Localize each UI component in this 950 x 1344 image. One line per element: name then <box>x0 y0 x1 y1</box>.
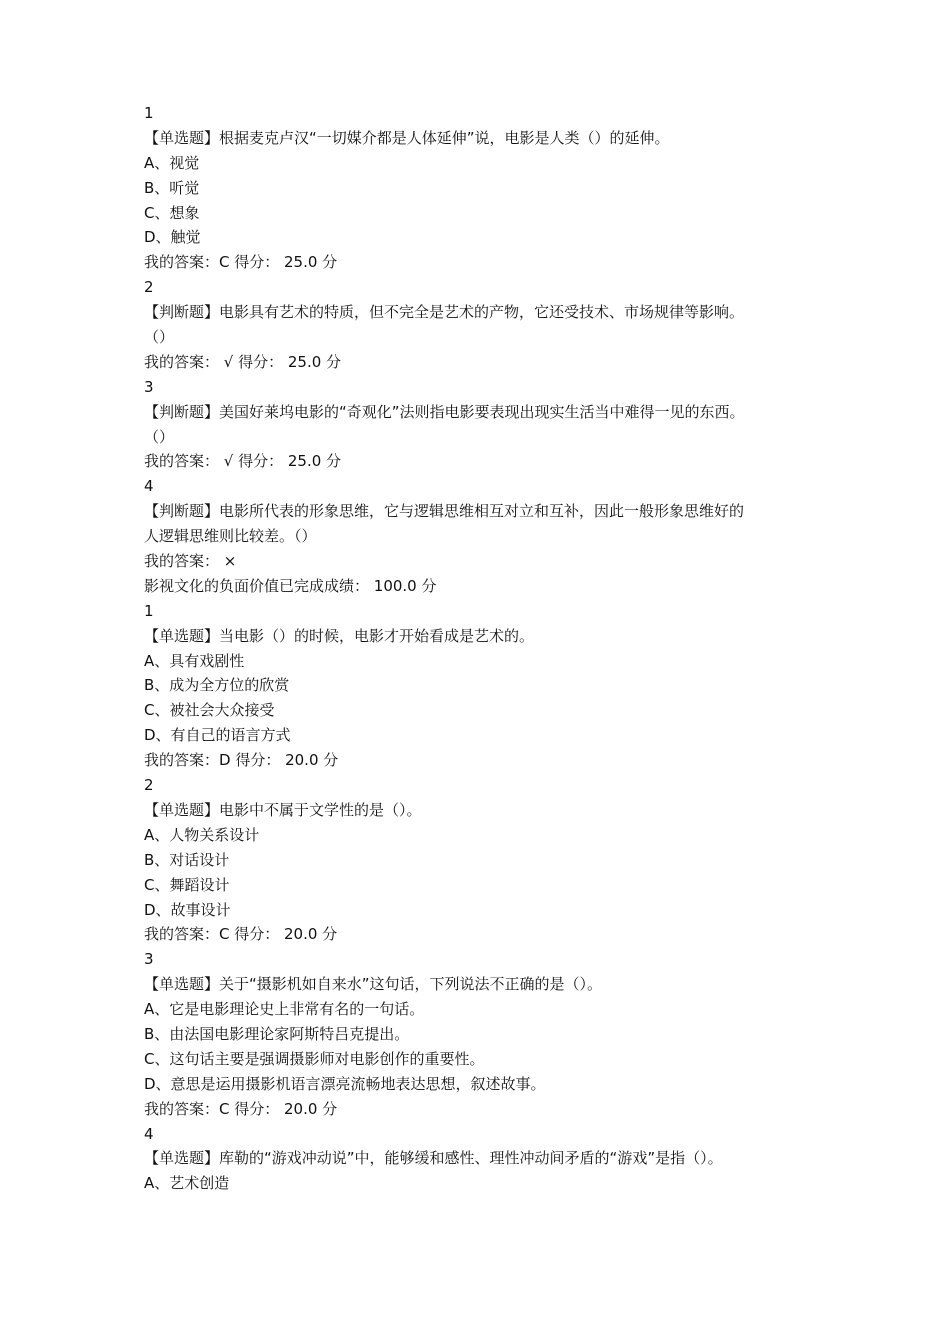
answer-score: 我的答案：C 得分： 20.0 分 <box>144 925 338 944</box>
option: C、想象 <box>144 203 200 222</box>
option: A、人物关系设计 <box>144 825 260 844</box>
answer-score: 我的答案： × <box>144 552 237 571</box>
answer-score: 我的答案：C 得分： 20.0 分 <box>144 1099 338 1118</box>
question-number: 3 <box>144 377 154 396</box>
option: A、艺术创造 <box>144 1174 230 1193</box>
question-number: 3 <box>144 950 154 969</box>
question-number: 1 <box>144 104 154 122</box>
option: D、有自己的语言方式 <box>144 726 291 745</box>
option: A、它是电影理论史上非常有名的一句话。 <box>144 1000 425 1019</box>
question-text: 【判断题】电影所代表的形象思维，它与逻辑思维相互对立和互补，因此一般形象思维好的 <box>144 502 745 521</box>
option: B、听觉 <box>144 178 200 197</box>
option: A、具有戏剧性 <box>144 651 245 670</box>
question-text: 【判断题】电影具有艺术的特质，但不完全是艺术的产物，它还受技术、市场规律等影响。 <box>144 303 745 322</box>
option: A、视觉 <box>144 153 200 172</box>
question-number: 2 <box>144 776 154 795</box>
question-text: 【单选题】电影中不属于文学性的是（）。 <box>144 800 422 819</box>
option: C、被社会大众接受 <box>144 701 275 720</box>
question-text-cont: （） <box>144 427 175 446</box>
question-number: 4 <box>144 477 154 496</box>
question-text: 【单选题】关于“摄影机如自来水”这句话，下列说法不正确的是（）。 <box>144 975 603 994</box>
document-body <box>144 101 824 1196</box>
section-result: 影视文化的负面价值已完成成绩： 100.0 分 <box>144 576 437 595</box>
question-text: 【单选题】当电影（）的时候，电影才开始看成是艺术的。 <box>144 626 535 645</box>
answer-score: 我的答案： √ 得分： 25.0 分 <box>144 452 342 471</box>
option: D、触觉 <box>144 228 201 247</box>
option: C、这句话主要是强调摄影师对电影创作的重要性。 <box>144 1049 485 1068</box>
answer-score: 我的答案：C 得分： 25.0 分 <box>144 253 338 272</box>
answer-score: 我的答案： √ 得分： 25.0 分 <box>144 352 342 371</box>
question-number: 4 <box>144 1124 154 1143</box>
option: B、由法国电影理论家阿斯特吕克提出。 <box>144 1024 410 1043</box>
question-text: 【单选题】库勒的“游戏冲动说”中，能够缓和感性、理性冲动间矛盾的“游戏”是指（）。 <box>144 1149 723 1168</box>
question-number: 2 <box>144 278 154 297</box>
answer-score: 我的答案：D 得分： 20.0 分 <box>144 751 339 770</box>
question-text: 【单选题】根据麦克卢汉“一切媒介都是人体延伸”说，电影是人类（）的延伸。 <box>144 128 670 147</box>
option: B、对话设计 <box>144 850 230 869</box>
question-number: 1 <box>144 601 154 620</box>
question-text-cont: （） <box>144 328 175 347</box>
question-text: 【判断题】美国好莱坞电影的“奇观化”法则指电影要表现出现实生活当中难得一见的东西。 <box>144 402 745 421</box>
question-text-cont: 人逻辑思维则比较差。（） <box>144 527 317 546</box>
option: D、故事设计 <box>144 900 231 919</box>
option: D、意思是运用摄影机语言漂亮流畅地表达思想，叙述故事。 <box>144 1074 546 1093</box>
option: B、成为全方位的欣赏 <box>144 676 290 695</box>
option: C、舞蹈设计 <box>144 875 230 894</box>
